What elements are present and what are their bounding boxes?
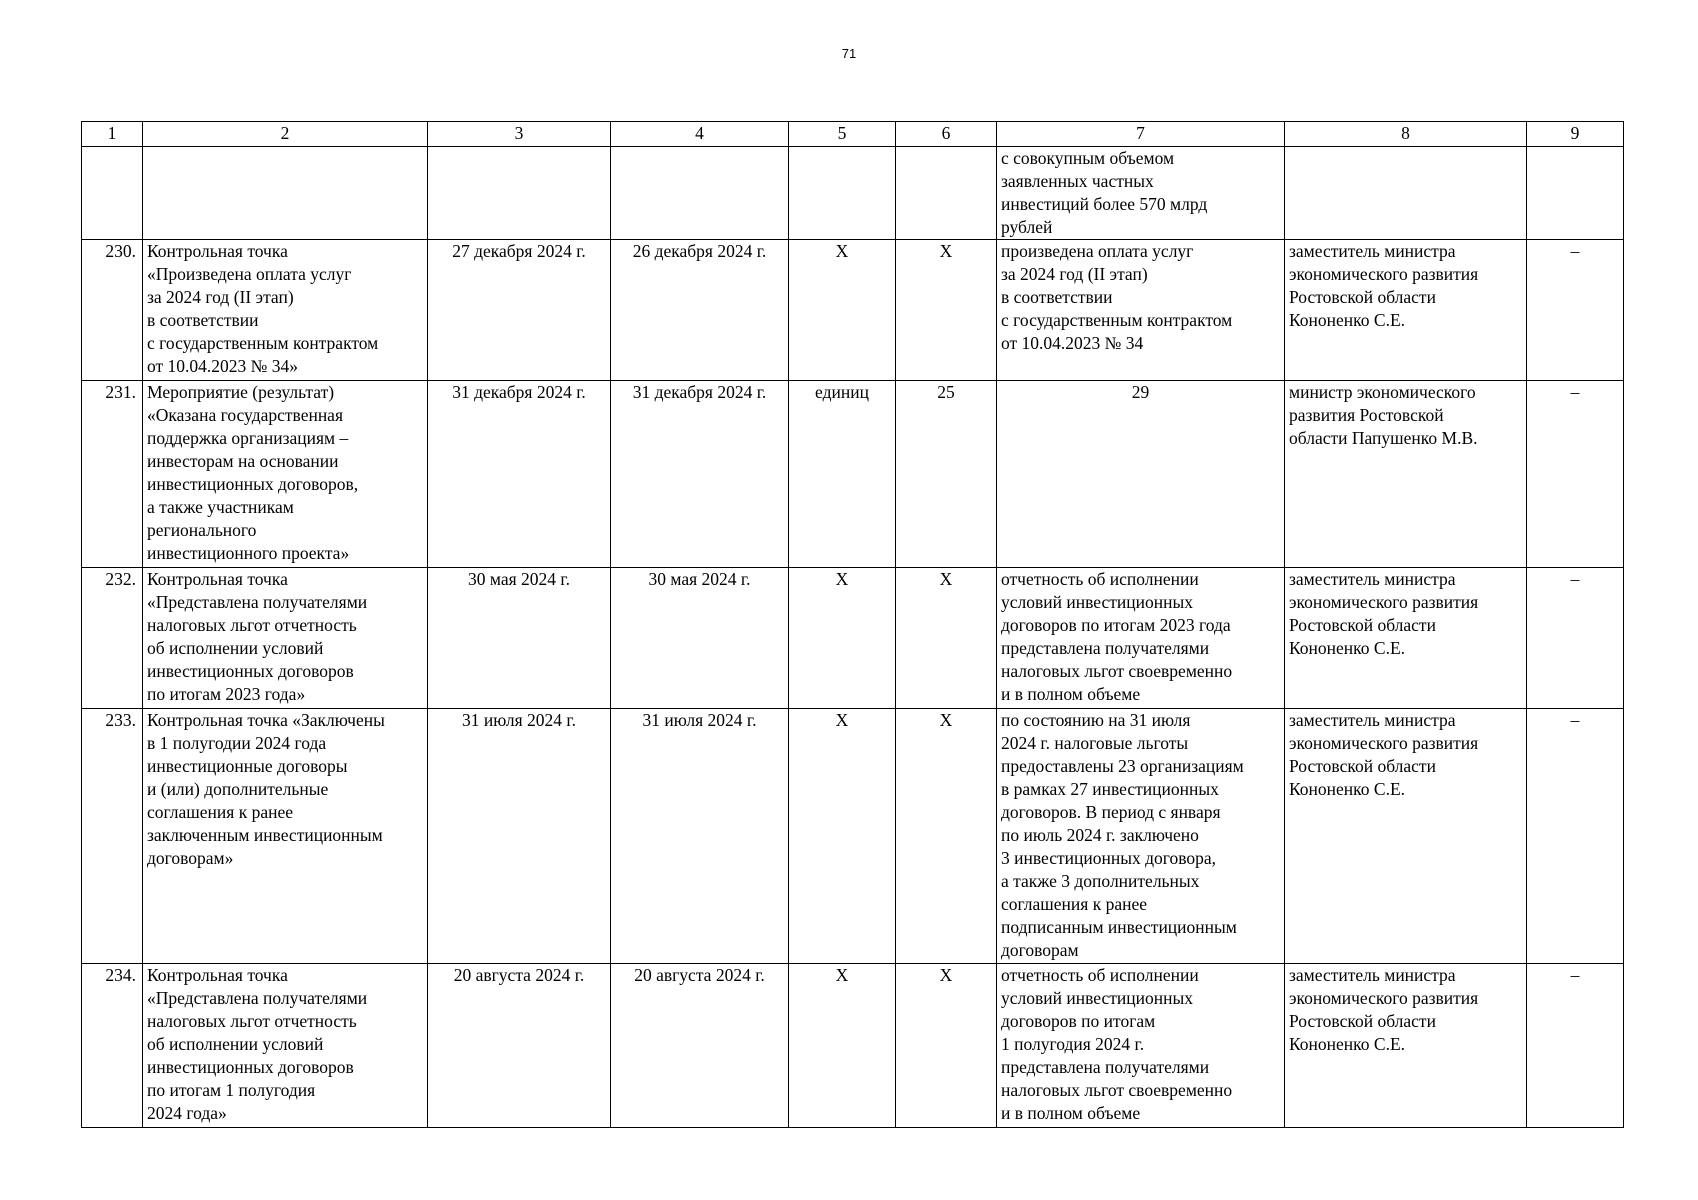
note-cell: –	[1527, 240, 1624, 381]
column-header: 7	[997, 122, 1285, 147]
row-number: 230.	[82, 240, 143, 381]
row-number: 232.	[82, 568, 143, 709]
note-cell: –	[1527, 964, 1624, 1128]
row-number	[82, 147, 143, 240]
column-header: 2	[143, 122, 428, 147]
event-name: Контрольная точка «Заключены в 1 полугодии 2024 года инвестиционные договоры и (или) дополнительные соглашения к ранее заключенным инвестиционным договорам»	[143, 709, 428, 964]
table-header-row	[82, 122, 1624, 147]
plan-value	[896, 147, 997, 240]
responsible-person: министр экономического развития Ростовской области Папушенко М.В.	[1285, 381, 1527, 568]
end-date: 26 декабря 2024 г.	[611, 240, 789, 381]
unit-cell: Х	[789, 964, 896, 1128]
end-date: 30 мая 2024 г.	[611, 568, 789, 709]
note-cell: –	[1527, 568, 1624, 709]
table-row	[82, 147, 1624, 240]
row-number: 231.	[82, 381, 143, 568]
table-row	[82, 568, 1624, 709]
unit-cell: Х	[789, 568, 896, 709]
column-header: 8	[1285, 122, 1527, 147]
start-date: 30 мая 2024 г.	[428, 568, 611, 709]
responsible-person	[1285, 147, 1527, 240]
fact-result: 29	[997, 381, 1285, 568]
plan-value: Х	[896, 709, 997, 964]
note-cell	[1527, 147, 1624, 240]
responsible-person: заместитель министра экономического развития Ростовской области Кононенко С.Е.	[1285, 964, 1527, 1128]
fact-result: произведена оплата услуг за 2024 год (II этап) в соответствии с государственным контрактом от 10.04.2023 № 34	[997, 240, 1285, 381]
event-name: Контрольная точка «Представлена получателями налоговых льгот отчетность об исполнении условий инвестиционных договоров по итогам 2023 года»	[143, 568, 428, 709]
column-header: 9	[1527, 122, 1624, 147]
unit-cell: Х	[789, 240, 896, 381]
start-date: 27 декабря 2024 г.	[428, 240, 611, 381]
end-date: 20 августа 2024 г.	[611, 964, 789, 1128]
start-date: 20 августа 2024 г.	[428, 964, 611, 1128]
fact-result: отчетность об исполнении условий инвестиционных договоров по итогам 2023 года представлена получателями налоговых льгот своевременно и в полном объеме	[997, 568, 1285, 709]
column-header: 3	[428, 122, 611, 147]
fact-result: отчетность об исполнении условий инвестиционных договоров по итогам 1 полугодия 2024 г. представлена получателями налоговых льгот своевременно и в полном объеме	[997, 964, 1285, 1128]
row-number: 234.	[82, 964, 143, 1128]
page-number: 71	[841, 46, 857, 61]
event-name	[143, 147, 428, 240]
unit-cell: единиц	[789, 381, 896, 568]
table-row	[82, 240, 1624, 381]
plan-value: Х	[896, 964, 997, 1128]
responsible-person: заместитель министра экономического развития Ростовской области Кононенко С.Е.	[1285, 709, 1527, 964]
column-header: 5	[789, 122, 896, 147]
start-date: 31 декабря 2024 г.	[428, 381, 611, 568]
row-number: 233.	[82, 709, 143, 964]
plan-value: Х	[896, 568, 997, 709]
responsible-person: заместитель министра экономического развития Ростовской области Кононенко С.Е.	[1285, 568, 1527, 709]
fact-result: с совокупным объемом заявленных частных инвестиций более 570 млрд рублей	[997, 147, 1285, 240]
event-name: Мероприятие (результат) «Оказана государственная поддержка организациям – инвесторам на основании инвестиционных договоров, а также участникам регионального инвестиционного проекта»	[143, 381, 428, 568]
unit-cell: Х	[789, 709, 896, 964]
end-date: 31 июля 2024 г.	[611, 709, 789, 964]
report-table	[81, 121, 1624, 1128]
start-date: 31 июля 2024 г.	[428, 709, 611, 964]
event-name: Контрольная точка «Представлена получателями налоговых льгот отчетность об исполнении условий инвестиционных договоров по итогам 1 полугодия 2024 года»	[143, 964, 428, 1128]
table-row	[82, 709, 1624, 964]
responsible-person: заместитель министра экономического развития Ростовской области Кононенко С.Е.	[1285, 240, 1527, 381]
end-date	[611, 147, 789, 240]
table-row	[82, 381, 1624, 568]
start-date	[428, 147, 611, 240]
column-header: 6	[896, 122, 997, 147]
note-cell: –	[1527, 381, 1624, 568]
event-name: Контрольная точка «Произведена оплата услуг за 2024 год (II этап) в соответствии с государственным контрактом от 10.04.2023 № 34»	[143, 240, 428, 381]
column-header: 1	[82, 122, 143, 147]
column-header: 4	[611, 122, 789, 147]
plan-value: 25	[896, 381, 997, 568]
end-date: 31 декабря 2024 г.	[611, 381, 789, 568]
table-row	[82, 964, 1624, 1128]
unit-cell	[789, 147, 896, 240]
note-cell: –	[1527, 709, 1624, 964]
plan-value: Х	[896, 240, 997, 381]
fact-result: по состоянию на 31 июля 2024 г. налоговые льготы предоставлены 23 организациям в рамках 27 инвестиционных договоров. В период с января по июль 2024 г. заключено 3 инвестиционных договора, а также 3 дополнительных соглашения к ранее подписанным инвестиционным договорам	[997, 709, 1285, 964]
